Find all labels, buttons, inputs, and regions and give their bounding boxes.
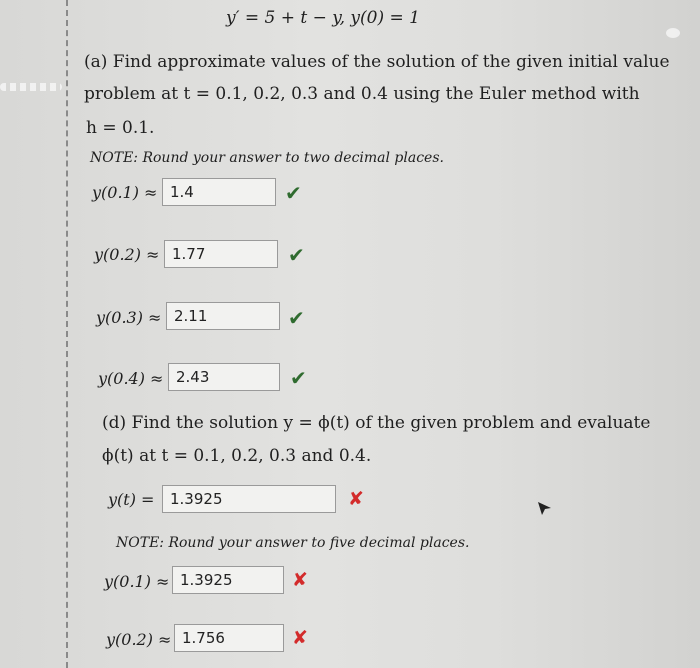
mouse-cursor-icon [538,500,552,516]
answer-label-y03: y(0.3) ≈ [96,308,162,327]
answer-label-y01: y(0.1) ≈ [92,183,158,202]
answer-input-y03[interactable]: 2.11 [166,302,280,330]
check-icon: ✔ [288,243,305,267]
part-d-text-line1: (d) Find the solution y = ϕ(t) of the given problem and evaluate [102,413,651,433]
answer-input-phi02[interactable]: 1.756 [174,624,284,652]
part-a-note: NOTE: Round your answer to two decimal places. [90,150,444,166]
answer-input-y02[interactable]: 1.77 [164,240,278,268]
part-a-text-line3: h = 0.1. [86,118,155,138]
solution-input[interactable]: 1.3925 [162,485,336,513]
part-a-text-line1: (a) Find approximate values of the solution of the given initial value [84,52,670,72]
cross-icon: ✘ [292,569,308,591]
screen-glare [666,28,680,38]
part-d-text-line2: ϕ(t) at t = 0.1, 0.2, 0.3 and 0.4. [102,446,372,466]
answer-label-y02: y(0.2) ≈ [94,245,160,264]
decorative-dots [0,83,62,91]
problem-equation: y′ = 5 + t − y, y(0) = 1 [226,8,420,28]
answer-label-y04: y(0.4) ≈ [98,369,164,388]
check-icon: ✔ [288,306,305,330]
answer-label-phi01: y(0.1) ≈ [104,572,170,591]
check-icon: ✔ [290,366,307,390]
answer-input-y01[interactable]: 1.4 [162,178,276,206]
cross-icon: ✘ [292,627,308,649]
solution-label: y(t) = [108,490,155,509]
part-d-note: NOTE: Round your answer to five decimal places. [116,535,470,551]
answer-label-phi02: y(0.2) ≈ [106,630,172,649]
cross-icon: ✘ [348,488,364,510]
check-icon: ✔ [285,181,302,205]
part-a-text-line2: problem at t = 0.1, 0.2, 0.3 and 0.4 using the Euler method with [84,84,640,104]
answer-input-phi01[interactable]: 1.3925 [172,566,284,594]
answer-input-y04[interactable]: 2.43 [168,363,280,391]
margin-dashed-line [66,0,68,668]
